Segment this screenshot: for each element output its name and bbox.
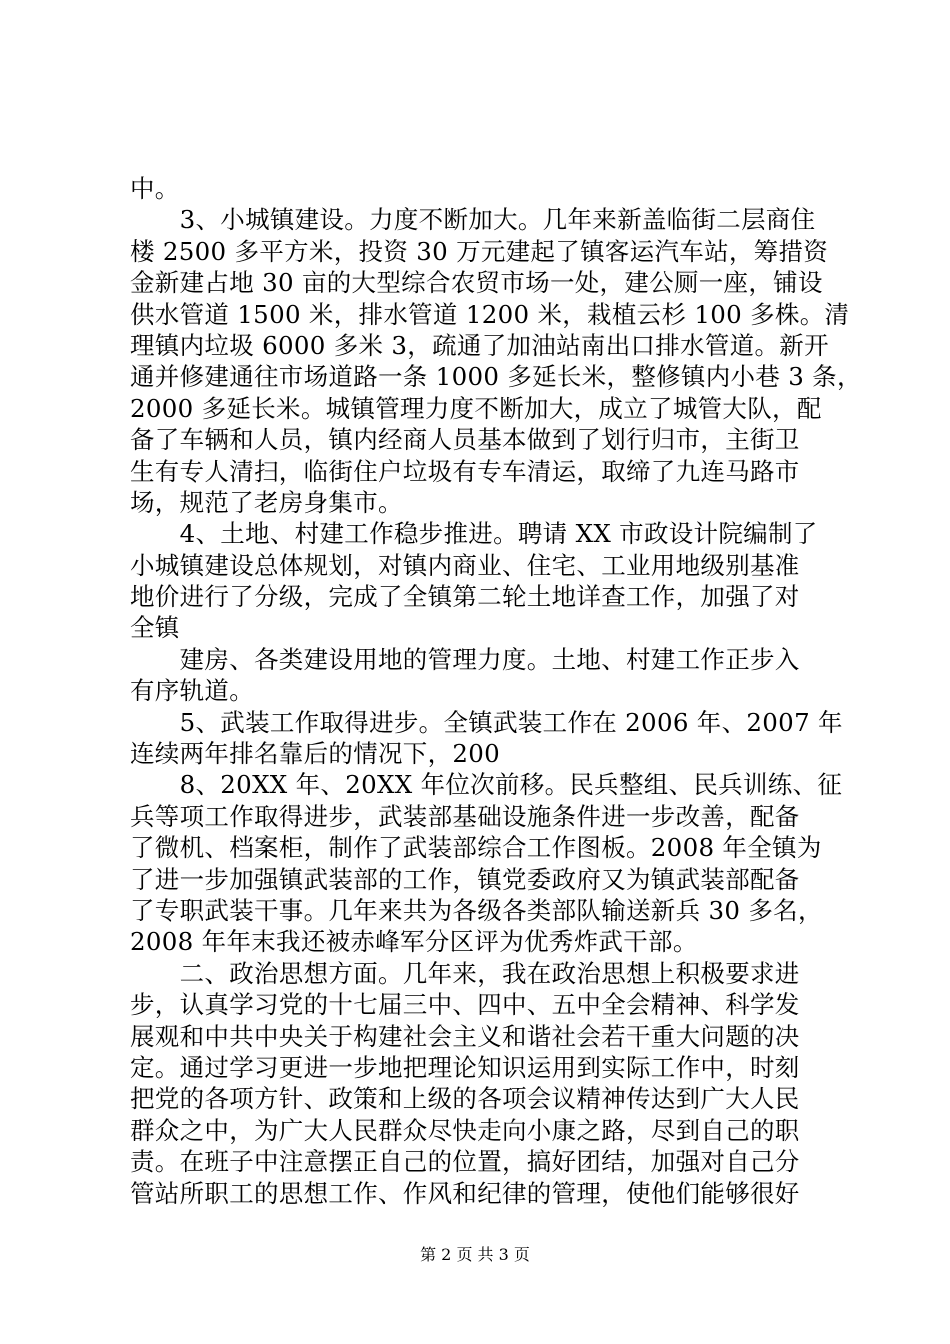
text-line: 全镇 xyxy=(130,613,180,643)
page-footer: 第 2 页 共 3 页 xyxy=(420,1245,530,1264)
text-line: 把党的各项方针、政策和上级的各项会议精神传达到广大人民 xyxy=(130,1084,800,1114)
text-line: 金新建占地 30 亩的大型综合农贸市场一处，建公厕一座，铺设 xyxy=(130,268,823,298)
text-line: 3、小城镇建设。力度不断加大。几年来新盖临街二层商住 xyxy=(130,205,816,235)
text-line: 2008 年年末我还被赤峰军分区评为优秀炸武干部。 xyxy=(130,927,698,957)
text-line: 备了车辆和人员，镇内经商人员基本做到了划行归市，主街卫 xyxy=(130,425,800,455)
text-line: 兵等项工作取得进步，武装部基础设施条件进一步改善，配备 xyxy=(130,801,800,831)
text-line: 中。 xyxy=(130,174,180,203)
text-line: 连续两年排名靠后的情况下，200 xyxy=(130,739,501,769)
text-line: 4、土地、村建工作稳步推进。聘请 XX 市政设计院编制了 xyxy=(130,519,818,549)
text-line: 了微机、档案柜，制作了武装部综合工作图板。2008 年全镇为 xyxy=(130,833,822,863)
text-line: 理镇内垃圾 6000 多米 3，疏通了加油站南出口排水管道。新开 xyxy=(130,330,829,360)
text-line: 二、政治思想方面。几年来，我在政治思想上积极要求进 xyxy=(130,958,800,988)
text-line: 供水管道 1500 米，排水管道 1200 米，栽植云杉 100 多株。清 xyxy=(130,299,850,329)
text-line: 了专职武装干事。几年来共为各级各类部队输送新兵 30 多名， xyxy=(130,895,823,925)
text-line: 5、武装工作取得进步。全镇武装工作在 2006 年、2007 年 xyxy=(130,707,843,737)
text-line: 责。在班子中注意摆正自己的位置，搞好团结，加强对自己分 xyxy=(130,1147,800,1177)
text-line: 通并修建通往市场道路一条 1000 多延长米，整修镇内小巷 3 条， xyxy=(130,362,862,392)
text-line: 场，规范了老房身集市。 xyxy=(130,487,403,517)
text-line: 有序轨道。 xyxy=(130,676,254,706)
text-line: 2000 多延长米。城镇管理力度不断加大，成立了城管大队，配 xyxy=(130,393,822,423)
text-line: 展观和中共中央关于构建社会主义和谐社会若干重大问题的决 xyxy=(130,1021,800,1051)
text-line: 生有专人清扫，临街住户垃圾有专车清运，取缔了九连马路市 xyxy=(130,456,800,486)
text-line: 步，认真学习党的十七届三中、四中、五中全会精神、科学发 xyxy=(130,990,800,1020)
text-line: 地价进行了分级，完成了全镇第二轮土地详查工作，加强了对 xyxy=(130,582,800,612)
text-line: 群众之中，为广大人民群众尽快走向小康之路，尽到自己的职 xyxy=(130,1115,800,1145)
body-text xyxy=(130,173,862,1209)
text-line: 楼 2500 多平方米，投资 30 万元建起了镇客运汽车站，筹措资 xyxy=(130,236,829,266)
text-line: 8、20XX 年、20XX 年位次前移。民兵整组、民兵训练、征 xyxy=(130,770,843,800)
text-line: 了进一步加强镇武装部的工作，镇党委政府又为镇武装部配备 xyxy=(130,864,800,894)
text-line: 小城镇建设总体规划，对镇内商业、住宅、工业用地级别基准 xyxy=(130,550,800,580)
text-line: 定。通过学习更进一步地把理论知识运用到实际工作中，时刻 xyxy=(130,1052,800,1082)
text-line: 建房、各类建设用地的管理力度。土地、村建工作正步入 xyxy=(130,644,800,674)
text-line: 管站所职工的思想工作、作风和纪律的管理，使他们能够很好 xyxy=(130,1178,800,1208)
